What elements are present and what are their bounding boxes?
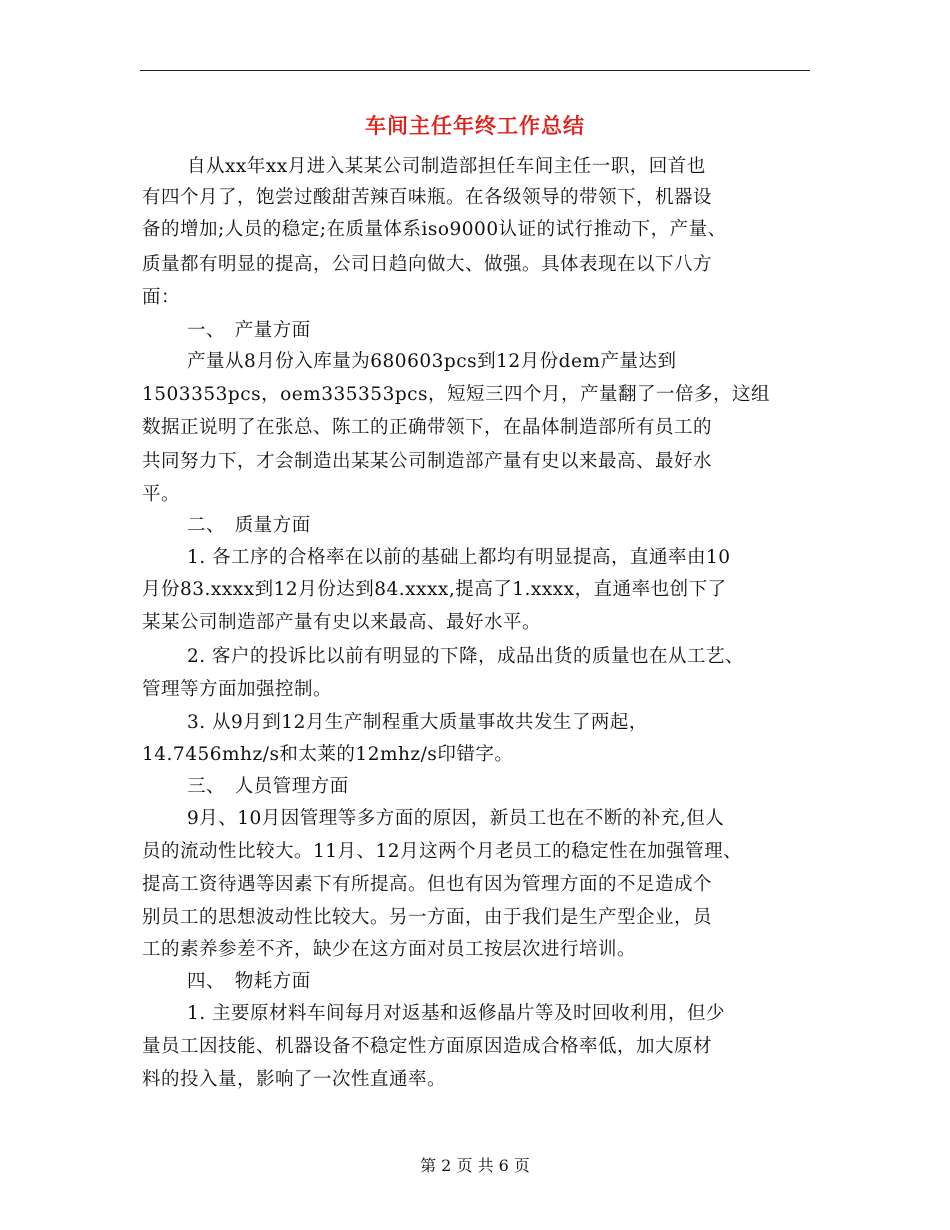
text-line: 面： bbox=[142, 287, 181, 308]
text-line: 工的素养参差不齐，缺少在这方面对员工按层次进行培训。 bbox=[142, 939, 637, 960]
header-rule bbox=[140, 70, 810, 71]
text-line: 料的投入量，影响了一次性直通率。 bbox=[142, 1069, 447, 1090]
text-line: 某某公司制造部产量有史以来最高、最好水平。 bbox=[142, 612, 542, 633]
text-line: 1. 各工序的合格率在以前的基础上都均有明显提高，直通率由10 bbox=[187, 547, 731, 568]
text-line: 共同努力下，才会制造出某某公司制造部产量有史以来最高、最好水 bbox=[142, 451, 713, 472]
text-line: 别员工的思想波动性比较大。另一方面，由于我们是生产型企业，员 bbox=[142, 907, 713, 928]
section-heading: 二、 质量方面 bbox=[187, 515, 311, 536]
section-heading: 三、 人员管理方面 bbox=[187, 776, 349, 797]
text-line: 平。 bbox=[142, 484, 181, 505]
text-line: 管理等方面加强控制。 bbox=[142, 679, 333, 700]
text-line: 1503353pcs，oem335353pcs，短短三四个月，产量翻了一倍多，这组 bbox=[142, 384, 771, 405]
text-line: 2. 客户的投诉比以前有明显的下降，成品出货的质量也在从工艺、 bbox=[187, 646, 745, 667]
text-line: 1. 主要原材料车间每月对返基和返修晶片等及时回收利用，但少 bbox=[187, 1003, 726, 1024]
page-number: 第 2 页 共 6 页 bbox=[420, 1156, 530, 1175]
text-line: 员的流动性比较大。11月、12月这两个月老员工的稳定性在加强管理、 bbox=[142, 841, 743, 862]
text-line: 14.7456mhz/s和太莱的12mhz/s印错字。 bbox=[142, 744, 514, 765]
section-heading: 一、 产量方面 bbox=[187, 320, 311, 341]
text-line: 量员工因技能、机器设备不稳定性方面原因造成合格率低，加大原材 bbox=[142, 1036, 713, 1057]
text-line: 有四个月了，饱尝过酸甜苦辣百味瓶。在各级领导的带领下，机器设 bbox=[142, 187, 713, 208]
document-title: 车间主任年终工作总结 bbox=[365, 113, 585, 138]
text-line: 提高工资待遇等因素下有所提高。但也有因为管理方面的不足造成个 bbox=[142, 874, 713, 895]
text-line: 产量从8月份入库量为680603pcs到12月份dem产量达到 bbox=[187, 351, 677, 372]
text-line: 月份83.xxxx到12月份达到84.xxxx,提高了1.xxxx，直通率也创下了 bbox=[142, 579, 727, 600]
text-line: 质量都有明显的提高，公司日趋向做大、做强。具体表现在以下八方 bbox=[142, 254, 713, 275]
text-line: 备的增加;人员的稳定;在质量体系iso9000认证的试行推动下，产量、 bbox=[142, 219, 727, 240]
text-line: 数据正说明了在张总、陈工的正确带领下，在晶体制造部所有员工的 bbox=[142, 417, 713, 438]
text-line: 3. 从9月到12月生产制程重大质量事故共发生了两起， bbox=[187, 712, 648, 733]
section-heading: 四、 物耗方面 bbox=[187, 971, 311, 992]
text-line: 9月、10月因管理等多方面的原因，新员工也在不断的补充,但人 bbox=[187, 808, 725, 829]
text-line: 自从xx年xx月进入某某公司制造部担任车间主任一职，回首也 bbox=[187, 156, 706, 177]
